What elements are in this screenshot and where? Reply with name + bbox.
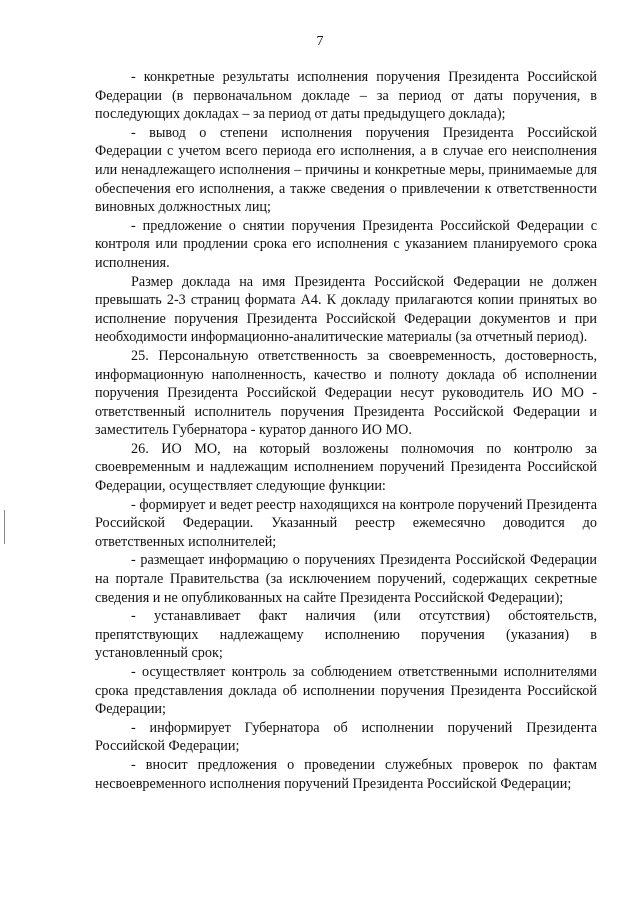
paragraph-circumstances: - устанавливает факт наличия (или отсутствия) обстоятельств, препятствующих надлежащему исполнению поручения (указания) в установленный срок; (95, 608, 597, 662)
paragraph-portal: - размещает информацию о поручениях Президента Российской Федерации на портале Правительства (за исключением поручений, содержащих секретные сведения и не опубликованных на сайте Президента Российской Федерации); (95, 552, 597, 606)
paragraph-item-25: 25. Персональную ответственность за своевременность, достоверность, информационную наполненность, качество и полноту доклада об исполнении поручения Президента Российской Федерации несут руководитель ИО МО - ответственный исполнитель поручения Президента Российской Федерации и заместитель Губернатора - куратор данного ИО МО. (95, 347, 597, 439)
paragraph-results: - конкретные результаты исполнения поручения Президента Российской Федерации (в первоначальном докладе – за период от даты поручения, в последующих докладах – за период от даты предыдущего доклада); (95, 69, 597, 123)
page-number: 7 (316, 34, 324, 49)
scan-edge-mark (4, 510, 5, 544)
paragraph-item-26: 26. ИО МО, на который возложены полномочия по контролю за своевременным и надлежащим исполнением поручений Президента Российской Федерации, осуществляет следующие функции: (95, 440, 597, 495)
document-body (95, 68, 597, 793)
paragraph-inform-governor: - информирует Губернатора об исполнении поручений Президента Российской Федерации; (95, 719, 597, 755)
paragraph-registry: - формирует и ведет реестр находящихся на контроле поручений Президента Российской Федерации. Указанный реестр ежемесячно доводится до ответственных исполнителей; (95, 496, 597, 550)
paragraph-deadline-control: - осуществляет контроль за соблюдением ответственными исполнителями срока представления доклада об исполнении поручения Президента Российской Федерации; (95, 664, 597, 718)
paragraph-inspections: - вносит предложения о проведении служебных проверок по фактам несвоевременного исполнения поручений Президента Российской Федерации; (95, 756, 597, 792)
paragraph-removal-proposal: - предложение о снятии поручения Президента Российской Федерации с контроля или продлении срока его исполнения с указанием планируемого срока исполнения. (95, 217, 597, 271)
paragraph-report-size: Размер доклада на имя Президента Российской Федерации не должен превышать 2-3 страниц формата А4. К докладу прилагаются копии принятых во исполнение поручения Президента Российской Федерации документов и при необходимости информационно-аналитические материалы (за отчетный период). (95, 273, 597, 346)
paragraph-conclusion: - вывод о степени исполнения поручения Президента Российской Федерации с учетом всего периода его исполнения, а в случае его неисполнения или ненадлежащего исполнения – причины и конкретные меры, принимаемые для обеспечения его исполнения, а также сведения о привлечении к ответственности виновных должностных лиц; (95, 124, 597, 216)
